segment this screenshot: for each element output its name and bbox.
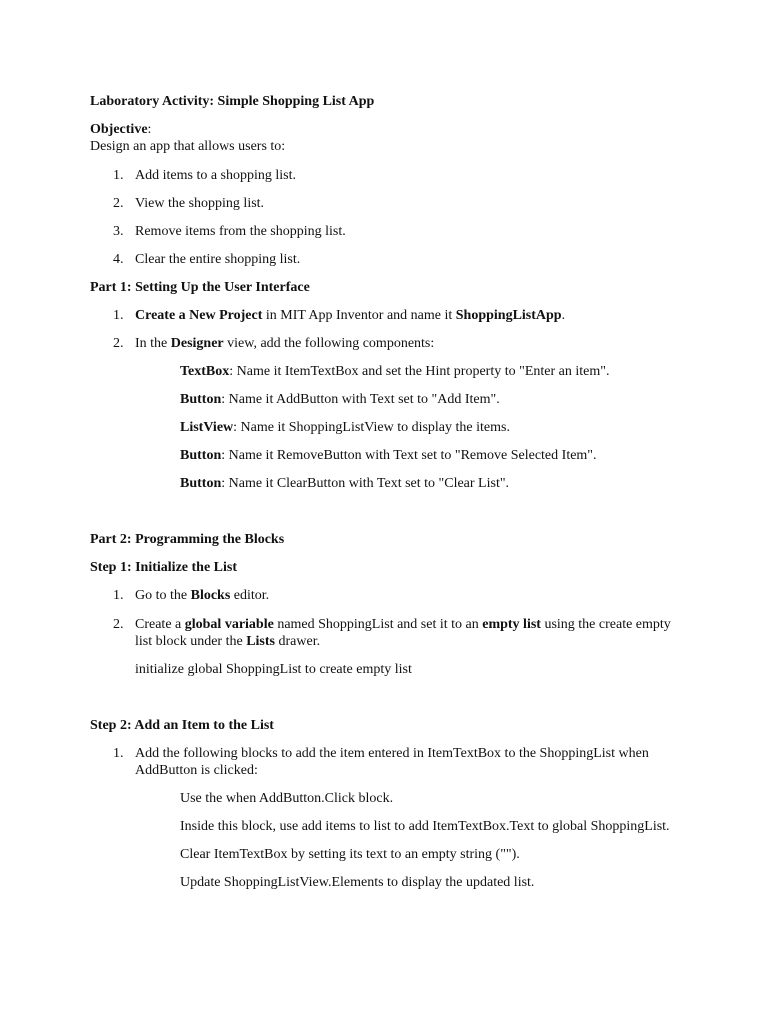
objective-label: Objective bbox=[90, 122, 148, 137]
step2-item1-line1: Add the following blocks to add the item entered in ItemTextBox to the ShoppingList when bbox=[135, 746, 649, 761]
component-item bbox=[180, 419, 510, 436]
substep-item: Update ShoppingListView.Elements to display the updated list. bbox=[180, 875, 535, 890]
objective-item: Remove items from the shopping list. bbox=[135, 224, 346, 239]
component-item bbox=[180, 391, 500, 408]
component-name: Button bbox=[180, 448, 222, 463]
component-desc: : Name it ItemTextBox and set the Hint property to "Enter an item". bbox=[229, 364, 610, 379]
plain-text: list block under the bbox=[135, 634, 247, 649]
substep-item: Use the when AddButton.Click block. bbox=[180, 791, 394, 806]
component-name: TextBox bbox=[180, 364, 230, 379]
list-number: 1. bbox=[113, 168, 124, 183]
plain-text: using the create empty bbox=[540, 617, 671, 632]
bold-text: global variable bbox=[184, 617, 274, 632]
plain-text: view, add the following components: bbox=[223, 336, 435, 351]
component-item bbox=[180, 447, 597, 464]
list-number: 2. bbox=[113, 617, 124, 632]
code-block-text: initialize global ShoppingList to create empty list bbox=[135, 662, 412, 677]
component-desc: : Name it RemoveButton with Text set to "Remove Selected Item". bbox=[221, 448, 597, 463]
step1-item1 bbox=[135, 587, 269, 604]
part1-step2 bbox=[135, 335, 434, 352]
part1-heading: Part 1: Setting Up the User Interface bbox=[90, 280, 310, 295]
bold-text: ShoppingListApp bbox=[455, 308, 562, 323]
plain-text: Go to the bbox=[135, 588, 191, 603]
step1-item2-line1 bbox=[135, 616, 671, 633]
component-desc: : Name it ShoppingListView to display the items. bbox=[233, 420, 510, 435]
objective-item: Add items to a shopping list. bbox=[135, 168, 296, 183]
list-number: 4. bbox=[113, 252, 124, 267]
bold-text: Lists bbox=[246, 634, 275, 649]
list-number: 3. bbox=[113, 224, 124, 239]
objective-colon: : bbox=[147, 122, 152, 137]
step2-item1-line2: AddButton is clicked: bbox=[135, 763, 258, 778]
bold-text: Create a New Project bbox=[135, 308, 263, 323]
plain-text: Create a bbox=[135, 617, 185, 632]
plain-text: named ShoppingList and set it to an bbox=[273, 617, 483, 632]
step2-heading: Step 2: Add an Item to the List bbox=[90, 718, 274, 733]
component-name: ListView bbox=[180, 420, 234, 435]
list-number: 1. bbox=[113, 746, 124, 761]
substep-item: Inside this block, use add items to list to add ItemTextBox.Text to global ShoppingList. bbox=[180, 819, 670, 834]
list-number: 1. bbox=[113, 308, 124, 323]
component-name: Button bbox=[180, 392, 222, 407]
plain-text: editor. bbox=[230, 588, 270, 603]
objective-item: Clear the entire shopping list. bbox=[135, 252, 301, 267]
plain-text: in MIT App Inventor and name it bbox=[262, 308, 456, 323]
step1-heading: Step 1: Initialize the List bbox=[90, 560, 237, 575]
list-number: 2. bbox=[113, 196, 124, 211]
component-desc: : Name it ClearButton with Text set to "Clear List". bbox=[221, 476, 510, 491]
plain-text: In the bbox=[135, 336, 171, 351]
list-number: 2. bbox=[113, 336, 124, 351]
plain-text: drawer. bbox=[275, 634, 321, 649]
component-item bbox=[180, 475, 509, 492]
objective-intro: Design an app that allows users to: bbox=[90, 139, 286, 154]
document-title: Laboratory Activity: Simple Shopping List App bbox=[90, 94, 375, 109]
component-name: Button bbox=[180, 476, 222, 491]
substep-item: Clear ItemTextBox by setting its text to an empty string (""). bbox=[180, 847, 520, 862]
part2-heading: Part 2: Programming the Blocks bbox=[90, 532, 285, 547]
plain-text: . bbox=[561, 308, 566, 323]
bold-text: Blocks bbox=[190, 588, 231, 603]
part1-step1 bbox=[135, 307, 565, 324]
component-desc: : Name it AddButton with Text set to "Add Item". bbox=[221, 392, 500, 407]
bold-text: Designer bbox=[170, 336, 224, 351]
list-number: 1. bbox=[113, 588, 124, 603]
objective-item: View the shopping list. bbox=[135, 196, 265, 211]
bold-text: empty list bbox=[482, 617, 541, 632]
component-item bbox=[180, 363, 609, 380]
step1-item2-line2 bbox=[135, 633, 320, 650]
objective-heading bbox=[90, 121, 151, 138]
